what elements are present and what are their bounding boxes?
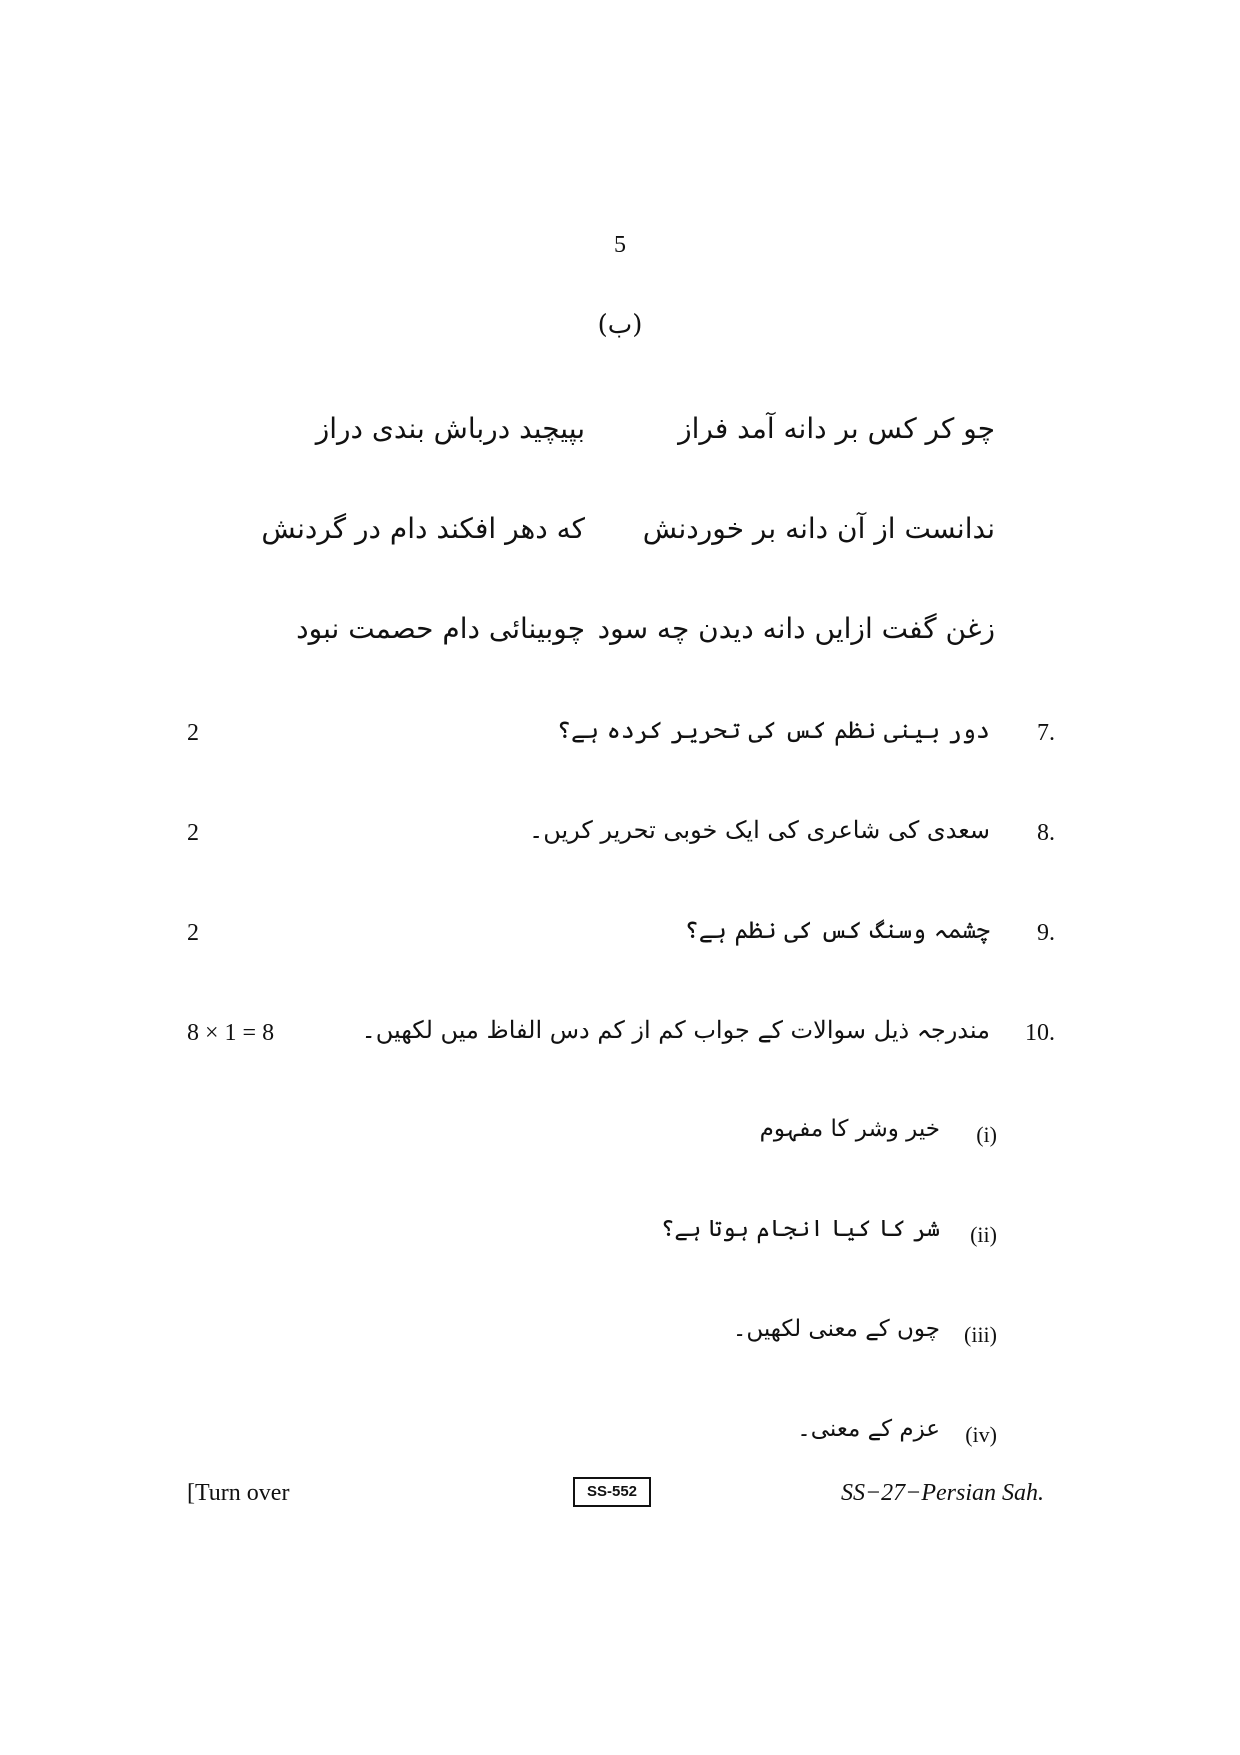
verse-3-first-hemistich: زغن گفت ازایں دانه دیدن چه سود xyxy=(597,612,995,645)
verse-2-first-hemistich: ندانست از آن دانه بر خوردنش xyxy=(642,512,995,545)
verse-2-second-hemistich: که دهر افکند دام در گردنش xyxy=(261,512,585,545)
sub-question-number: (iv) xyxy=(965,1422,997,1447)
verse-1-second-hemistich: بپیچید درباش بندی دراز xyxy=(315,412,585,445)
sub-question-text: چوں کے معنی لکھیں۔ xyxy=(732,1316,940,1342)
question-text: سعدی کی شاعری کی ایک خوبی تحریر کریں۔ xyxy=(529,816,990,844)
sub-question-number: (ii) xyxy=(970,1222,997,1247)
turn-over-note: [Turn over xyxy=(187,1480,290,1506)
sub-question-number: (iii) xyxy=(964,1322,997,1347)
question-number: 10. xyxy=(1025,1020,1055,1046)
sub-question-text: شر کا کیا انجام ہوتا ہے؟ xyxy=(660,1216,940,1242)
question-text: دور بینی نظم کس کی تحریر کردہ ہے؟ xyxy=(556,716,990,744)
question-marks: 8 × 1 = 8 xyxy=(187,1020,275,1046)
question-marks: 2 xyxy=(187,820,199,846)
verse-1-first-hemistich: چو کر کس بر دانه آمد فراز xyxy=(678,412,995,445)
verse-3-second-hemistich: چوبینائی دام حصمت نبود xyxy=(296,612,585,645)
subject-code: SS−27−Persian Sah. xyxy=(840,1480,1044,1506)
section-label: (ب) xyxy=(597,310,643,340)
page-number: 5 xyxy=(614,232,626,258)
question-text: چشمہ وسنگ کس کی نظم ہے؟ xyxy=(684,916,990,944)
sub-question-number: (i) xyxy=(976,1122,997,1147)
question-marks: 2 xyxy=(187,720,199,746)
question-number: 9. xyxy=(1037,920,1055,946)
question-marks: 2 xyxy=(187,920,199,946)
sub-question-text: خیر وشر کا مفہوم xyxy=(759,1116,940,1142)
paper-code-box: SS-552 xyxy=(573,1477,651,1507)
sub-question-text: عزم کے معنی۔ xyxy=(797,1416,940,1442)
question-number: 8. xyxy=(1037,820,1055,846)
question-number: 7. xyxy=(1037,720,1055,746)
question-text: مندرجہ ذیل سوالات کے جواب کم از کم دس الفاظ میں لکھیں۔ xyxy=(361,1016,990,1044)
